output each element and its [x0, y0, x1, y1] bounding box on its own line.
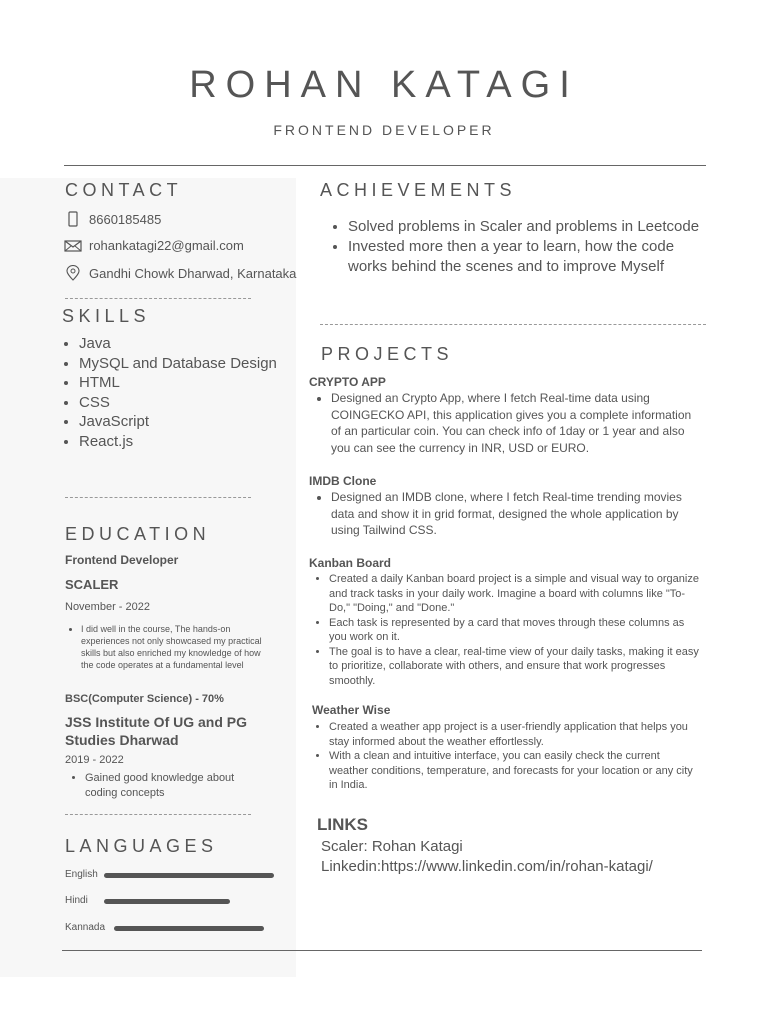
skill-item: • JavaScript	[79, 412, 282, 432]
education-date: November - 2022	[65, 601, 150, 613]
contact-phone: 8660185485	[89, 212, 162, 227]
skills-divider	[65, 497, 251, 498]
education-school: JSS Institute Of UG and PG Studies Dharwad	[65, 714, 248, 748]
list-item: • Created a daily Kanban board project is a simple and visual way to organize and track tasks in your daily work. Imagine a board with columns like "To-Do," "Doing," and "Done."	[329, 572, 701, 616]
list-item: • Designed an Crypto App, where I fetch Real-time data using COINGECKO API, this application gives you a complete information of an particular coin. You can check info of 1day or 1 year and also you can see the currency in INR, USD or EURO.	[331, 390, 699, 456]
language-hindi-bar	[104, 899, 230, 904]
contact-email: rohankatagi22@gmail.com	[89, 238, 244, 253]
skill-item: • CSS	[79, 393, 282, 413]
header-divider	[64, 165, 706, 166]
project-description	[309, 720, 701, 793]
achievements-divider	[320, 324, 706, 325]
list-item: • I did well in the course, The hands-on experiences not only showcased my practical skills but also enriched my knowledge of how the code operates at a fundamental level	[81, 623, 265, 671]
education-school: SCALER	[65, 577, 119, 592]
list-item: • The goal is to have a clear, real-time view of your daily tasks, making it easy to prioritize, collaborate with others, and ensure that work progresses smoothly.	[329, 645, 701, 689]
language-english: English	[65, 869, 98, 880]
education-description	[65, 771, 265, 800]
project-description	[309, 572, 701, 688]
language-hindi: Hindi	[65, 895, 88, 906]
skill-item: • MySQL and Database Design	[79, 354, 282, 374]
project-title: IMDB Clone	[309, 474, 377, 488]
skill-item: • HTML	[79, 373, 282, 393]
project-description	[309, 489, 699, 539]
email-icon	[64, 238, 82, 254]
skill-item: • Java	[79, 334, 282, 354]
links-heading: LINKS	[317, 815, 368, 834]
list-item: • Invested more then a year to learn, how the code works behind the scenes and to improve Myself	[348, 237, 700, 277]
education-description	[65, 623, 265, 671]
achievements-list	[320, 217, 700, 277]
linkedin-link[interactable]: Linkedin:https://www.linkedin.com/in/rohan-katagi/	[321, 858, 653, 875]
contact-divider	[65, 298, 251, 299]
project-title: CRYPTO APP	[309, 375, 386, 389]
skills-heading: SKILLS	[62, 306, 151, 326]
list-item: • Solved problems in Scaler and problems in Leetcode	[348, 217, 700, 237]
resume-role: FRONTEND DEVELOPER	[273, 122, 495, 138]
resume-name: ROHAN KATAGI	[189, 64, 579, 106]
contact-heading: CONTACT	[65, 180, 183, 200]
list-item: • Gained good knowledge about coding concepts	[85, 771, 265, 800]
contact-address: Gandhi Chowk Dharwad, Karnataka	[89, 266, 297, 281]
skills-list	[62, 334, 282, 451]
education-heading: EDUCATION	[65, 524, 211, 544]
project-title: Weather Wise	[312, 703, 391, 717]
language-kannada: Kannada	[65, 922, 106, 933]
skill-item: • React.js	[79, 432, 282, 452]
project-title: Kanban Board	[309, 556, 392, 570]
projects-heading: PROJECTS	[321, 344, 454, 364]
list-item: • Created a weather app project is a user-friendly application that helps you stay informed about the weather effortlessly.	[329, 720, 701, 749]
project-description	[309, 390, 699, 456]
achievements-heading: ACHIEVEMENTS	[320, 180, 517, 200]
location-pin-icon	[64, 265, 82, 281]
education-degree: BSC(Computer Science) - 70%	[65, 693, 224, 705]
education-divider	[65, 814, 251, 815]
footer-divider	[62, 950, 702, 951]
language-kannada-bar	[114, 926, 264, 931]
language-english-bar	[104, 873, 274, 878]
education-degree: Frontend Developer	[65, 553, 179, 567]
list-item: • Each task is represented by a card that moves through these columns as you work on it.	[329, 616, 701, 645]
education-date: 2019 - 2022	[65, 754, 124, 766]
list-item: • Designed an IMDB clone, where I fetch Real-time trending movies data and show it in grid format, designed the whole application by using Tailwind CSS.	[331, 489, 699, 539]
phone-icon	[64, 211, 82, 227]
list-item: • With a clean and intuitive interface, you can easily check the current weather conditions, temperature, and forecasts for your location or any city in India.	[329, 749, 701, 793]
languages-heading: LANGUAGES	[65, 836, 218, 856]
scaler-link[interactable]: Scaler: Rohan Katagi	[321, 838, 463, 855]
